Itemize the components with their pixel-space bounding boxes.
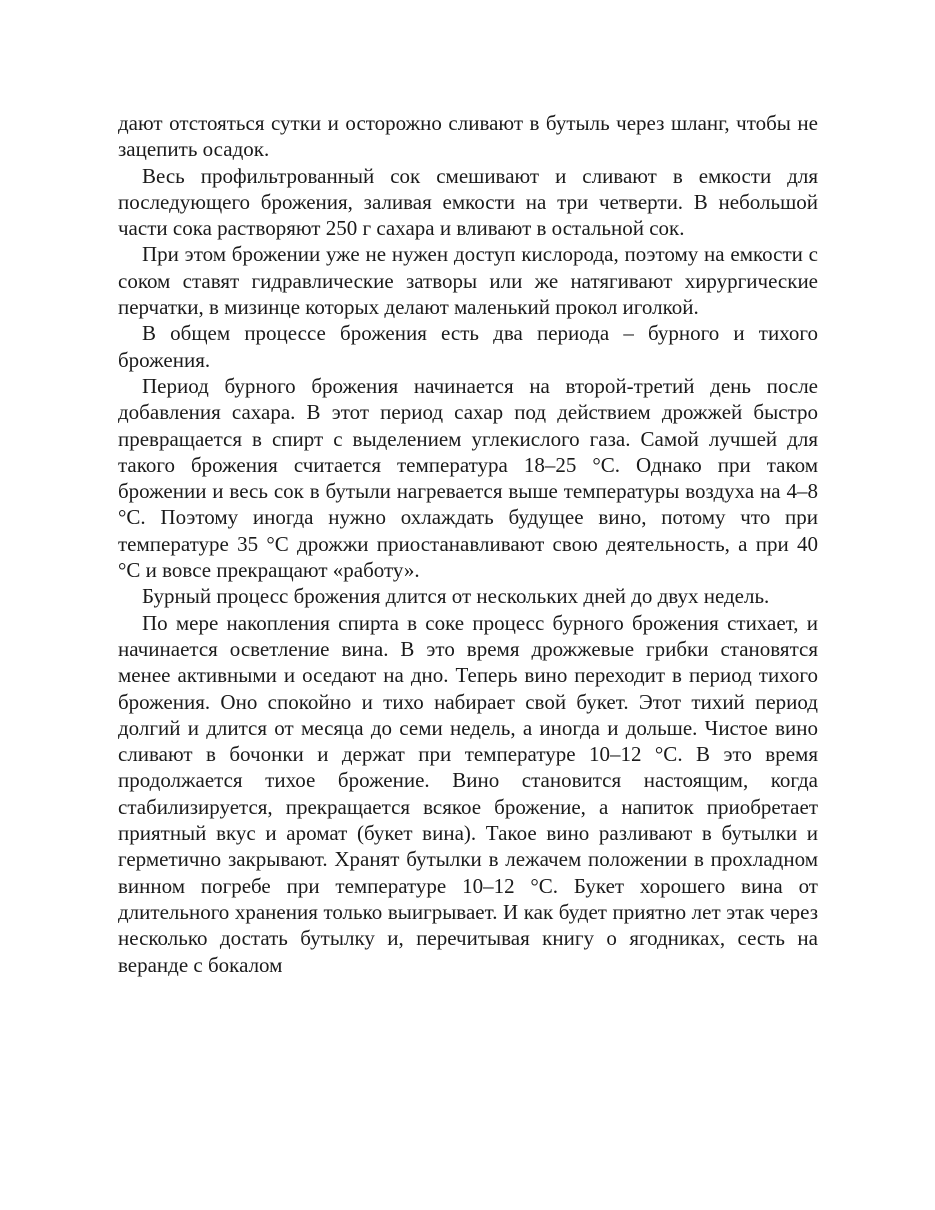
paragraph-4: В общем процессе брожения есть два периода – бурного и тихого брожения.: [118, 321, 818, 372]
paragraph-5: Период бурного брожения начинается на второй-третий день после добавления сахара. В этот период сахар под действием дрожжей быстро превращается в спирт с выделением углекислого газа. Самой лучшей для такого брожения считается температура 18–25 °С. Однако при таком брожении и весь сок в бутыли нагревается выше температуры воздуха на 4–8 °С. Поэтому иногда нужно охлаждать будущее вино, потому что при температуре 35 °С дрожжи приостанавливают свою деятельность, а при 40 °С и вовсе прекращают «работу».: [118, 373, 818, 583]
paragraph-2: Весь профильтрованный сок смешивают и сливают в емкости для последующего брожения, заливая емкости на три четверти. В небольшой части сока растворяют 250 г сахара и вливают в остальной сок.: [118, 163, 818, 241]
paragraph-1: дают отстояться сутки и осторожно сливают в бутыль через шланг, чтобы не зацепить осадок.: [118, 111, 818, 162]
paragraph-7: По мере накопления спирта в соке процесс бурного брожения стихает, и начинается осветление вина. В это время дрожжевые грибки становятся менее активными и оседают на дно. Теперь вино переходит в период тихого брожения. Оно спокойно и тихо набирает свой букет. Этот тихий период долгий и длится от месяца до семи недель, а иногда и дольше. Чистое вино сливают в бочонки и держат при температуре 10–12 °С. В это время продолжается тихое брожение. Вино становится настоящим, когда стабилизируется, прекращается всякое брожение, а напиток приобретает приятный вкус и аромат (букет вина). Такое вино разливают в бутылки и герметично закрывают. Хранят бутылки в лежачем положении в прохладном винном погребе при температуре 10–12 °С. Букет хорошего вина от длительного хранения только выигрывает. И как будет приятно лет этак через несколько достать бутылку и, перечитывая книгу о ягодниках, сесть на веранде с бокалом: [118, 610, 818, 977]
paragraph-3: При этом брожении уже не нужен доступ кислорода, поэтому на емкости с соком ставят гидравлические затворы или же натягивают хирургические перчатки, в мизинце которых делают маленький прокол иголкой.: [118, 242, 818, 320]
document-page: [118, 110, 818, 978]
paragraph-6: Бурный процесс брожения длится от нескольких дней до двух недель.: [142, 584, 770, 609]
